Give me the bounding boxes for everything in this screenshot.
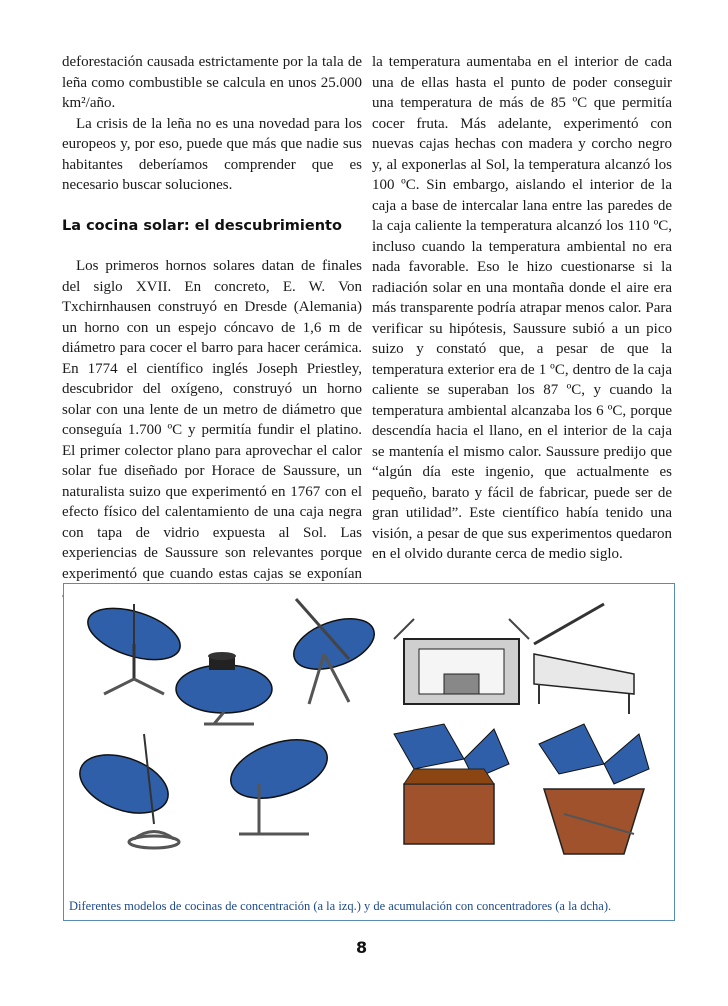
box-cooker-with-reflectors-icon <box>394 724 509 844</box>
solar-cookers-figure <box>63 583 675 921</box>
section-heading: La cocina solar: el descubrimiento <box>62 217 342 234</box>
parabolic-cooker-icon <box>72 734 179 848</box>
paragraph: La crisis de la leña no es una novedad para los europeos y, por eso, puede que más que nadie sus habitantes deberíamos comprender que es necesario buscar soluciones. <box>62 115 362 193</box>
parabolic-cooker-icon <box>82 598 187 694</box>
solar-cookers-illustration <box>64 584 674 920</box>
parabolic-cooker-icon <box>223 729 334 834</box>
paragraph: la temperatura aumentaba en el interior de cada una de ellas hasta el punto de poder conseguir una temperatura de más de 85 ºC que permitía cocer fruta. Más adelante, experimentó con nuevas cajas hechas con madera y corcho negro y, al exponerlas al Sol, la temperatura alcanzó los 100 ºC. Sin embargo, aislando el interior de la caja a base de intercalar lana entre las paredes de la caja caliente la temperatura alcanzó los 110 ºC, incluso cuando la temperatura ambiental no era nada favorable. Eso le hizo cuestionarse si la radiación solar en una montaña donde el aire era más transparente podría atrapar menos calor. Para verificar su hipótesis, Saussure subió a un pico suizo y constató que, a pesar de que la temperatura exterior era de 1 ºC, dentro de la caja caliente se superaban los 87 ºC, y cuando la temperatura ambiental alcanzaba los 6 ºC, porque descendía hacia el llano, en el interior de la caja se mantenía el mismo calor. Saussure predijo que “algún día este ingenio, que actualmente es pequeño, barato y fácil de fabricar, puede ser de gran utilidad”. Este científico había tenido una visión, a pesar de que sus experimentos quedaron en el olvido durante cerca de medio siglo. <box>372 54 672 562</box>
right-text-column <box>372 52 672 565</box>
figure-caption: Diferentes modelos de cocinas de concentración (a la izq.) y de acumulación con concentradores (a la dcha). <box>69 899 612 913</box>
box-cooker-with-reflectors-icon <box>539 724 649 854</box>
parabolic-cooker-icon <box>287 599 381 704</box>
parabolic-cooker-with-pot-icon <box>176 652 272 724</box>
box-cooker-cross-section-icon <box>394 619 529 704</box>
page-number: 8 <box>356 938 368 957</box>
paragraph: Los primeros hornos solares datan de finales del siglo XVII. En concreto, E. W. Von Txchirnhausen construyó en Dresde (Alemania) un horno con un espejo cóncavo de 1,6 m de diámetro para cocer el barro para hacer cerámica. En 1774 el científico inglés Joseph Priestley, descubridor del oxígeno, construyó un horno solar con una lente de un metro de diámetro que conseguía 1.700 ºC y permitía fundir el platino. El primer colector plano para aprovechar el calor solar fue diseñado por Horace de Saussure, un naturalista suizo que experimentó en 1767 con el efecto físico del calentamiento de una caja negra con tapa de vidrio expuesta al Sol. Las experiencias de Saussure son relevantes porque experimentó que cuando estas cajas se exponían <box>62 258 362 582</box>
box-cooker-with-lid-icon <box>534 604 634 714</box>
left-text-column <box>62 52 362 605</box>
paragraph: deforestación causada estrictamente por la tala de leña como combustible se calcula en unos 25.000 km²/año. <box>62 54 362 111</box>
